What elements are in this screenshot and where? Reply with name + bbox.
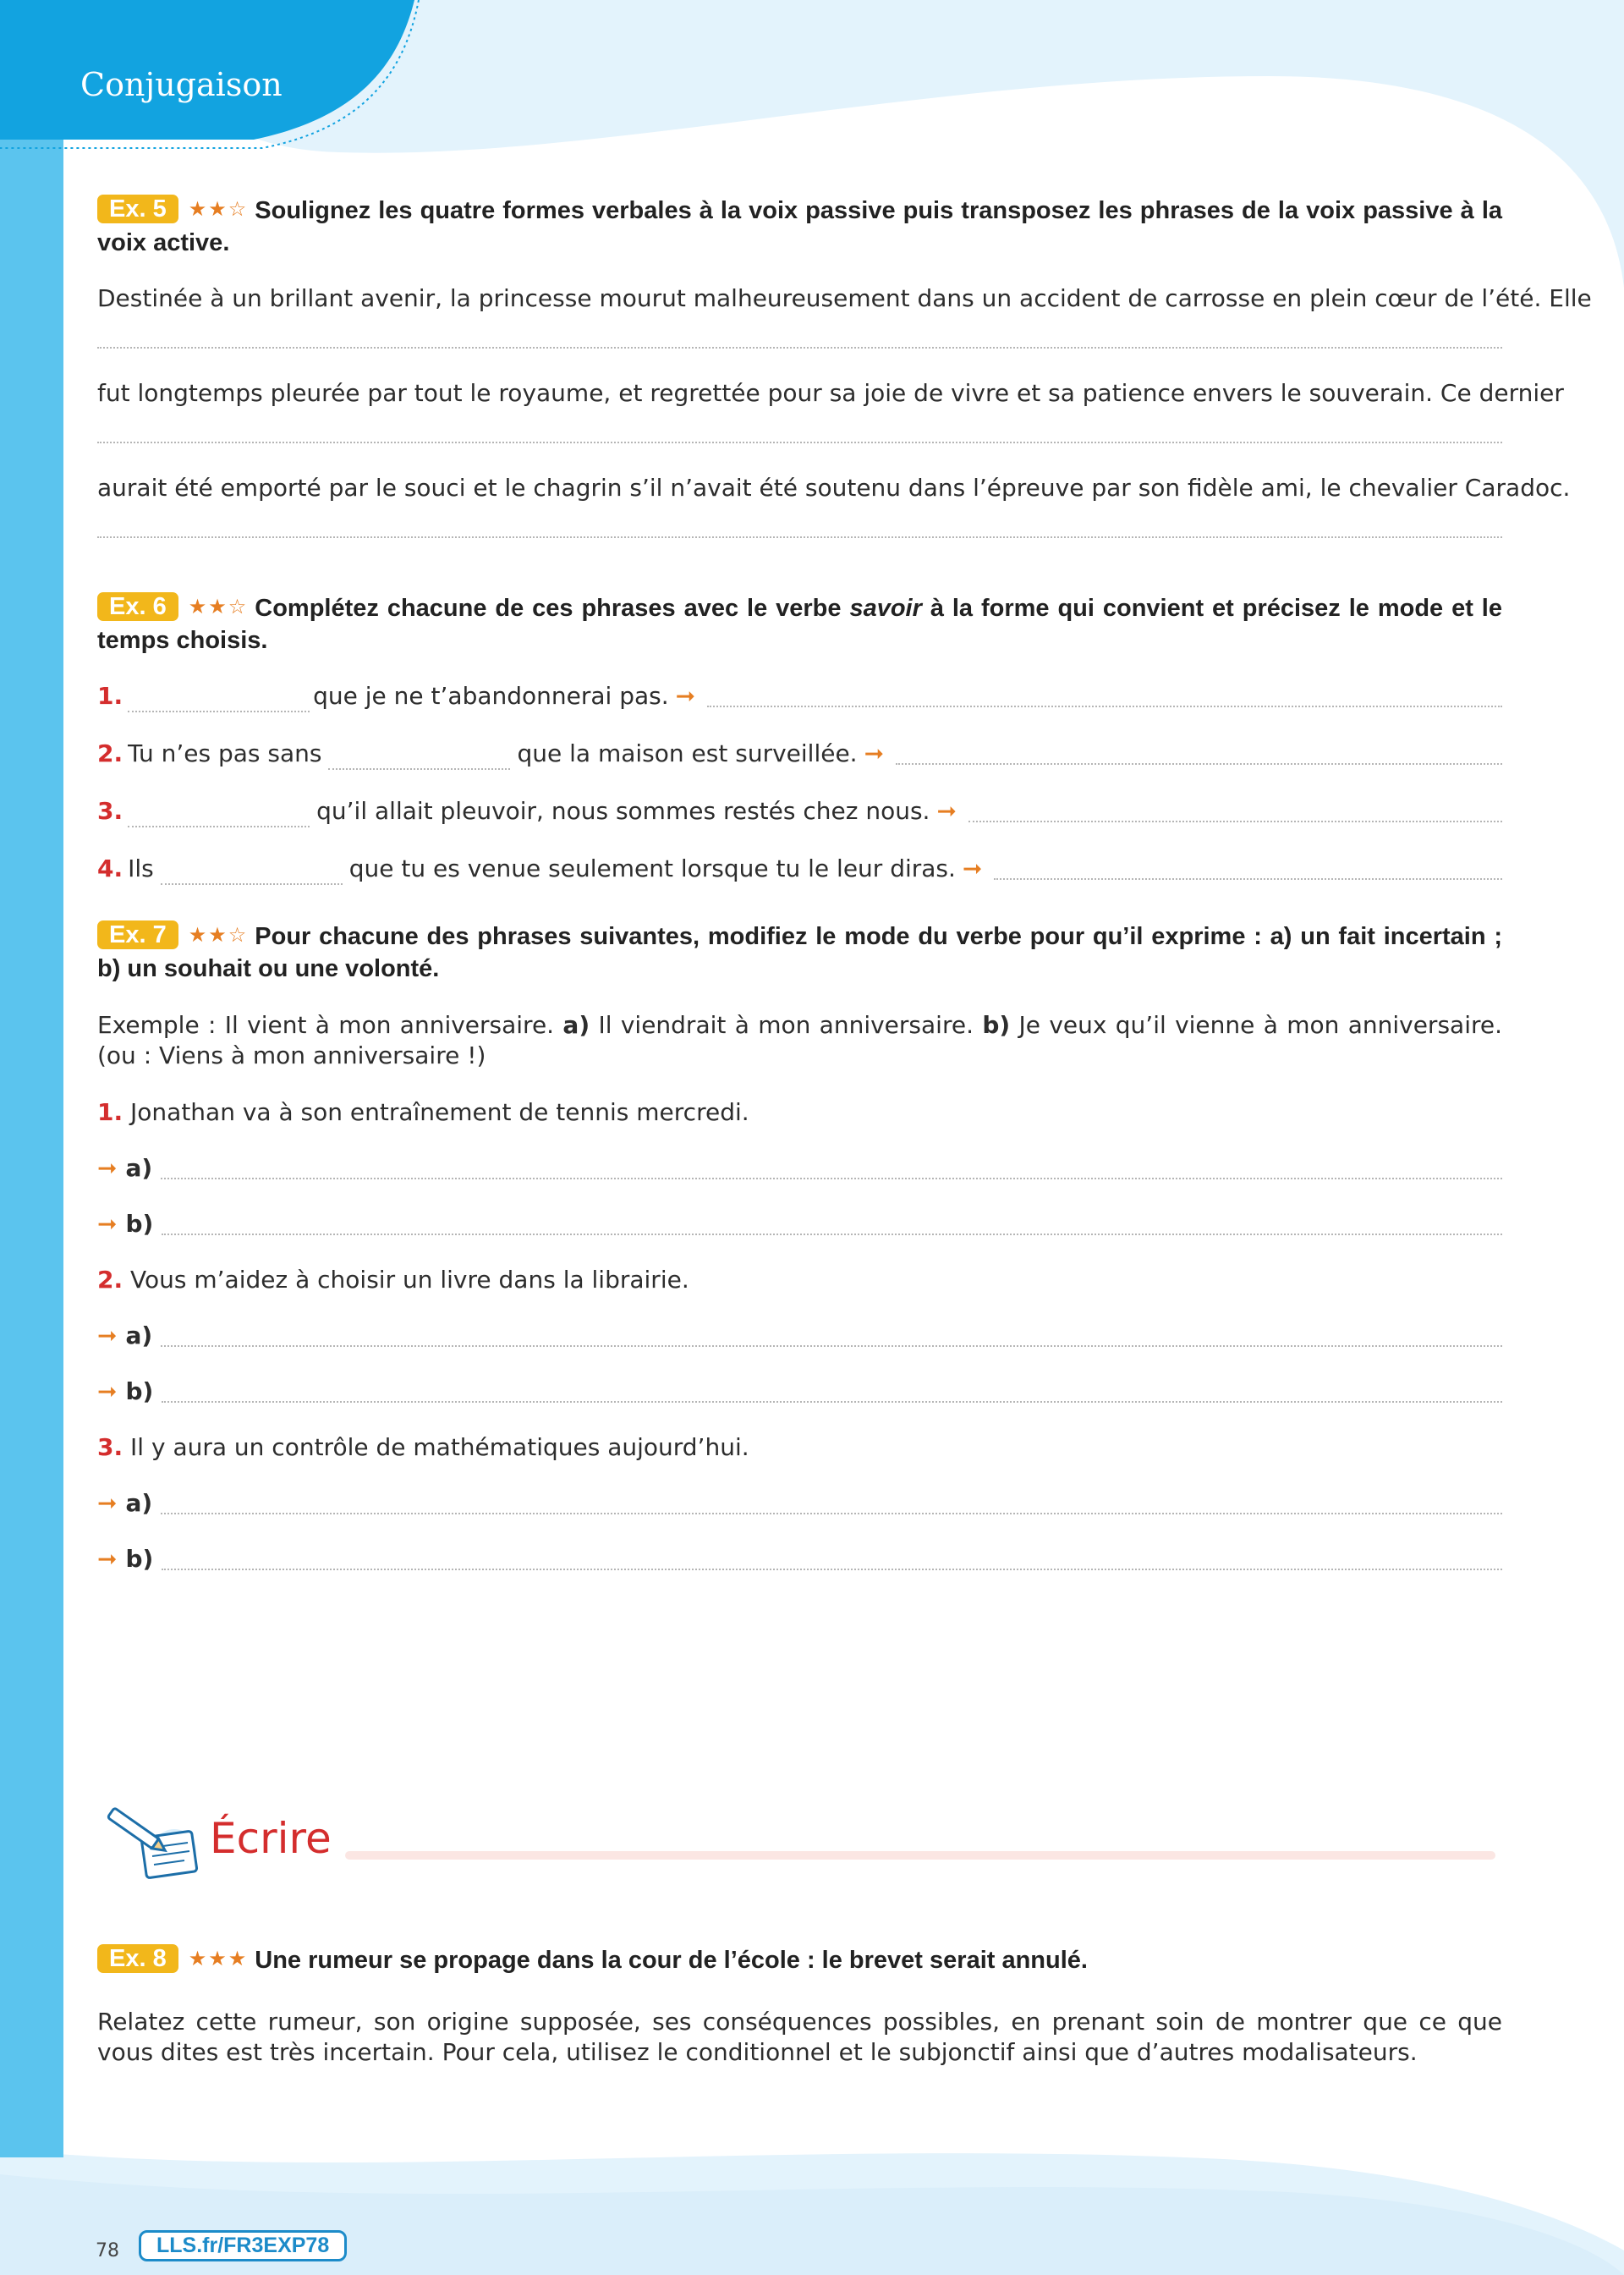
ex8-heading	[97, 1943, 1502, 1976]
answer-line[interactable]	[161, 1492, 1502, 1514]
answer-line[interactable]	[161, 1325, 1502, 1347]
ex7-item-2	[97, 1264, 1502, 1296]
item-number: 3.	[97, 797, 123, 825]
ex5-instruction: Soulignez les quatre formes verbales à la voix passive puis transposez les phrases de la voix passive à la voix active.	[97, 197, 1502, 256]
answer-line[interactable]	[162, 1548, 1502, 1570]
difficulty-stars: ★★☆	[188, 197, 249, 221]
ex7-item-1-answer-a	[97, 1152, 1502, 1184]
ex7-badge: Ex. 7	[97, 920, 178, 949]
difficulty-stars: ★★☆	[188, 923, 249, 947]
example-intro: Exemple : Il vient à mon anniversaire.	[97, 1011, 563, 1039]
item-text: Vous m’aidez à choisir un livre dans la librairie.	[130, 1266, 689, 1294]
arrow-icon: ➞	[675, 682, 696, 710]
item-text: que la maison est surveillée.	[517, 739, 858, 767]
page-number: 78	[96, 2240, 119, 2261]
pencil-notepad-icon	[100, 1802, 210, 1887]
ex6-blank-2[interactable]	[328, 746, 510, 770]
answer-line[interactable]	[162, 1213, 1502, 1235]
answer-line[interactable]	[161, 1157, 1502, 1179]
section-title: Conjugaison	[80, 66, 283, 103]
item-text: qu’il allait pleuvoir, nous sommes restés chez nous.	[316, 797, 930, 825]
example-b-text: Je veux qu’il vienne à mon anniversaire. (ou : Viens à mon anniversaire !)	[97, 1011, 1502, 1069]
ex6-item-2	[97, 738, 1502, 770]
item-text: Il y aura un contrôle de mathématiques aujourd’hui.	[130, 1433, 749, 1461]
ex5-text-line-2: fut longtemps pleurée par tout le royaume, et regrettée pour sa joie de vivre et sa patience envers le souverain. Ce dernier	[97, 379, 1564, 407]
item-text-before: Ils	[128, 854, 154, 882]
ex6-instruction-part2: à la forme qui convient et précisez le mode et le temps choisis.	[97, 595, 1502, 654]
arrow-icon: ➞	[97, 1545, 118, 1573]
ex7-item-3	[97, 1431, 1502, 1464]
answer-label-a: a)	[125, 1154, 153, 1182]
ecrire-title: Écrire	[210, 1814, 332, 1863]
ex6-badge: Ex. 6	[97, 592, 178, 621]
ex6-answer-4[interactable]	[994, 858, 1502, 880]
item-text-before: Tu n’es pas sans	[128, 739, 322, 767]
arrow-icon: ➞	[97, 1154, 118, 1182]
ex6-item-1	[97, 680, 1502, 712]
resource-link[interactable]: LLS.fr/FR3EXP78	[139, 2230, 347, 2261]
ex5-badge: Ex. 5	[97, 195, 178, 223]
ex5-heading	[97, 193, 1502, 259]
ex7-item-1	[97, 1096, 1502, 1129]
ecrire-section-header	[100, 1802, 1504, 1887]
ex6-heading	[97, 591, 1502, 657]
item-text: que tu es venue seulement lorsque tu le leur diras.	[348, 854, 956, 882]
item-text: que je ne t’abandonnerai pas.	[313, 682, 669, 710]
ex6-blank-4[interactable]	[161, 861, 343, 885]
arrow-icon: ➞	[97, 1489, 118, 1517]
ex6-answer-2[interactable]	[896, 743, 1502, 765]
ex7-instruction: Pour chacune des phrases suivantes, modifiez le mode du verbe pour qu’il exprime : a) un fait incertain ; b) un souhait ou une volonté.	[97, 923, 1502, 982]
arrow-icon: ➞	[864, 739, 885, 767]
answer-label-b: b)	[125, 1210, 154, 1238]
answer-label-a: a)	[125, 1489, 153, 1517]
ex7-item-3-answer-b	[97, 1543, 1502, 1575]
ex8-badge: Ex. 8	[97, 1944, 178, 1973]
ex6-answer-1[interactable]	[707, 685, 1502, 707]
difficulty-stars: ★★★	[188, 1947, 249, 1970]
arrow-icon: ➞	[97, 1322, 118, 1349]
ex7-item-2-answer-b	[97, 1376, 1502, 1408]
left-bar	[0, 127, 63, 2157]
ex6-item-3	[97, 795, 1502, 827]
example-a-text: Il viendrait à mon anniversaire.	[590, 1011, 983, 1039]
ex6-answer-3[interactable]	[968, 800, 1502, 822]
ex6-blank-3[interactable]	[128, 804, 310, 827]
ex7-heading	[97, 919, 1502, 985]
item-number: 4.	[97, 854, 123, 882]
item-number: 3.	[97, 1433, 123, 1461]
ex8-instruction: Une rumeur se propage dans la cour de l’école : le brevet serait annulé.	[255, 1947, 1088, 1974]
answer-label-b: b)	[125, 1377, 154, 1405]
item-number: 2.	[97, 739, 123, 767]
ex7-item-3-answer-a	[97, 1487, 1502, 1519]
arrow-icon: ➞	[962, 854, 983, 882]
answer-label-b: b)	[125, 1545, 154, 1573]
answer-line[interactable]	[162, 1381, 1502, 1403]
ex5-text-line-1: Destinée à un brillant avenir, la princesse mourut malheureusement dans un accident de carrosse en plein cœur de l’été. Elle	[97, 284, 1592, 312]
ex7-item-2-answer-a	[97, 1320, 1502, 1352]
ex5-text-line-3: aurait été emporté par le souci et le chagrin s’il n’avait été soutenu dans l’épreuve par son fidèle ami, le chevalier Caradoc.	[97, 474, 1571, 502]
exercises-content	[97, 193, 1592, 1575]
arrow-icon: ➞	[97, 1377, 118, 1405]
ex7-item-1-answer-b	[97, 1208, 1502, 1240]
ex6-instruction-part1: Complétez chacune de ces phrases avec le verbe	[255, 595, 850, 622]
item-text: Jonathan va à son entraînement de tennis mercredi.	[130, 1098, 749, 1126]
difficulty-stars: ★★☆	[188, 595, 249, 618]
item-number: 2.	[97, 1266, 123, 1294]
ex6-instruction-verb: savoir	[849, 595, 922, 622]
ex6-blank-1[interactable]	[128, 689, 310, 712]
ex6-item-4	[97, 853, 1502, 885]
item-number: 1.	[97, 682, 123, 710]
item-number: 1.	[97, 1098, 123, 1126]
section-divider	[345, 1851, 1495, 1860]
ex8-block	[97, 1943, 1502, 2068]
example-a-label: a)	[562, 1011, 590, 1039]
example-b-label: b)	[982, 1011, 1011, 1039]
arrow-icon: ➞	[936, 797, 957, 825]
ex8-paragraph: Relatez cette rumeur, son origine supposée, ses conséquences possibles, en prenant soin de montrer que ce que vous dites est très incertain. Pour cela, utilisez le conditionnel et le subjonctif ainsi que d’autres modalisateurs.	[97, 2008, 1502, 2066]
arrow-icon: ➞	[97, 1210, 118, 1238]
ex7-example	[97, 1010, 1502, 1071]
answer-label-a: a)	[125, 1322, 153, 1349]
